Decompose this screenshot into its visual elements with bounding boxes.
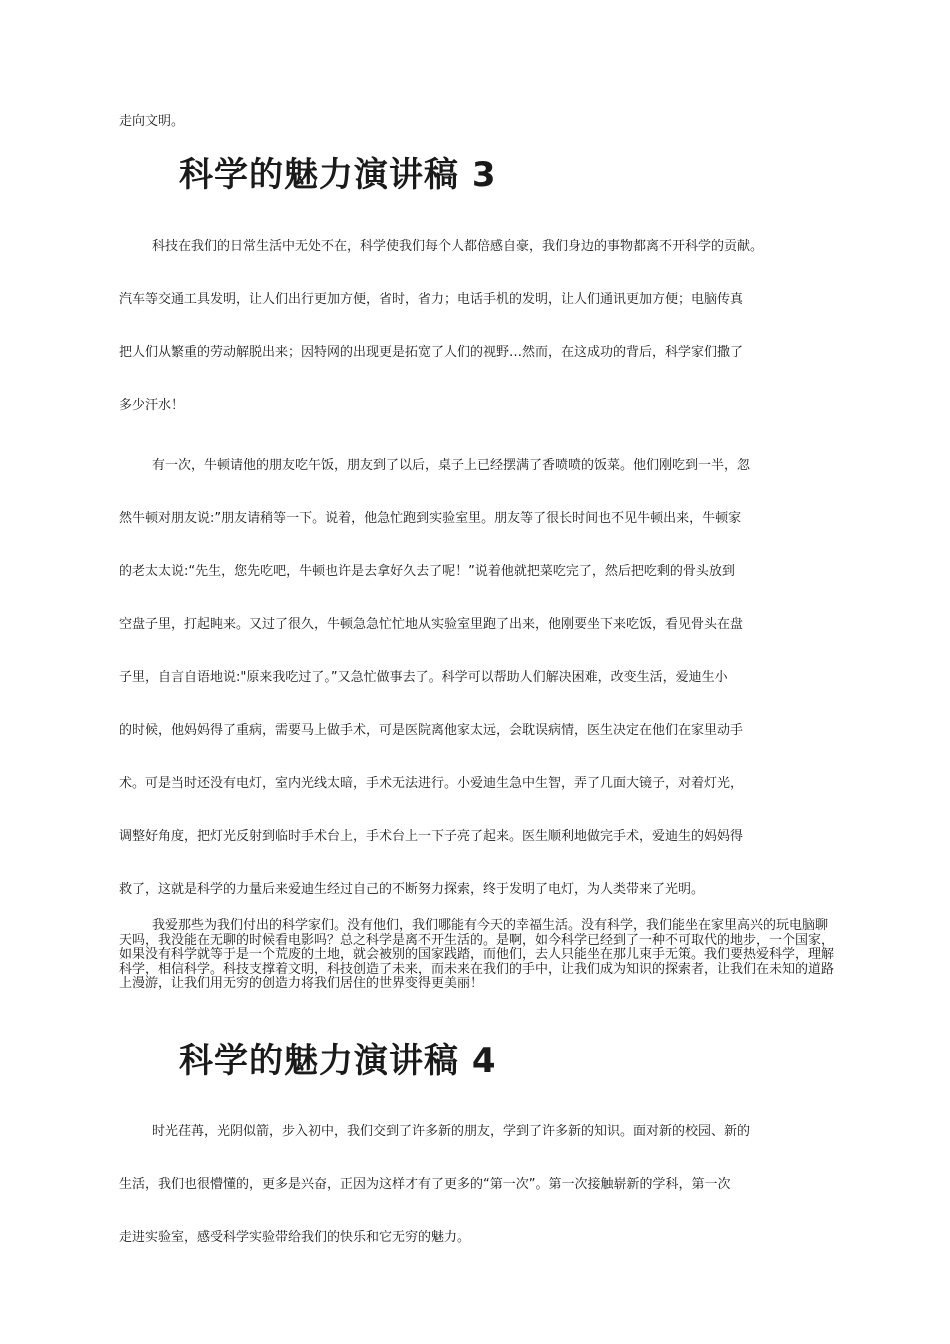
- paragraph-line: 救了，这就是科学的力量后来爱迪生经过自己的不断努力探索，终于发明了电灯，为人类带来了光明。: [119, 882, 705, 897]
- paragraph-line: 把人们从繁重的劳动解脱出来；因特网的出现更是拓宽了人们的视野…然而，在这成功的背后，科学家们撒了: [119, 345, 744, 360]
- paragraph-line: 多少汗水！: [119, 398, 185, 413]
- paragraph-line: 子里，自言自语地说:"原来我吃过了。”又急忙做事去了。科学可以帮助人们解决困难，改变生活，爱迪生小: [119, 670, 728, 685]
- paragraph-line: 科技在我们的日常生活中无处不在，科学使我们每个人都倍感自豪，我们身边的事物都离不开科学的贡献。: [152, 239, 764, 254]
- paragraph-line: 有一次，牛顿请他的朋友吃午饭，朋友到了以后，桌子上已经摆满了香喷喷的饭菜。他们刚吃到一半，忽: [152, 458, 751, 473]
- paragraph-line: 然牛顿对朋友说:”朋友请稍等一下。说着，他急忙跑到实验室里。朋友等了很长时间也不见牛顿出来，牛顿家: [119, 511, 742, 526]
- paragraph-line: 走进实验室，感受科学实验带给我们的快乐和它无穷的魅力。: [119, 1230, 471, 1245]
- text-line: 走向文明。: [119, 114, 185, 129]
- paragraph-line: 的老太太说:“先生，您先吃吧，牛顿也许是去拿好久去了呢！”说着他就把菜吃完了，然后把吃剩的骨头放到: [119, 564, 735, 579]
- paragraph-line: 时光荏苒，光阴似箭，步入初中，我们交到了许多新的朋友，学到了许多新的知识。面对新的校园、新的: [152, 1124, 751, 1139]
- paragraph-line: 的时候，他妈妈得了重病，需要马上做手术，可是医院离他家太远，会耽误病情，医生决定在他们在家里动手: [119, 723, 744, 738]
- paragraph-line: 生活，我们也很懵懂的，更多是兴奋，正因为这样才有了更多的“第一次”。第一次接触崭新的学科，第一次: [119, 1177, 731, 1192]
- section-heading-3: 科学的魅力演讲稿 3: [179, 155, 497, 195]
- paragraph-line: 调整好角度，把灯光反射到临时手术台上，手术台上一下子亮了起来。医生顺利地做完手术，爱迪生的妈妈得: [119, 829, 744, 844]
- paragraph-line: 空盘子里，打起盹来。又过了很久，牛顿急急忙忙地从实验室里跑了出来，他刚要坐下来吃饭，看见骨头在盘: [119, 617, 744, 632]
- section-heading-4: 科学的魅力演讲稿 4: [179, 1041, 497, 1081]
- paragraph-block: 我爱那些为我们付出的科学家们。没有他们，我们哪能有今天的幸福生活。没有科学，我们能坐在家里高兴的玩电脑聊天吗，我没能在无聊的时候看电影吗？总之科学是离不开生活的。是啊，如今科学已经到了一种不可取代的地步，一个国家，如果没有科学就等于是一个荒废的土地，就会被别的国家践踏，而他们，去人只能坐在那儿束手无策。我们要热爱科学，理解科学，相信科学。科技支撑着文明，科技创造了未来，而未来在我们的手中，让我们成为知识的探索者，让我们在未知的道路上漫游，让我们用无穷的创造力将我们居住的世界变得更美丽！: [119, 918, 835, 992]
- paragraph-line: 术。可是当时还没有电灯，室内光线太暗，手术无法进行。小爱迪生急中生智，弄了几面大镜子，对着灯光，: [119, 776, 744, 791]
- paragraph-line: 汽车等交通工具发明，让人们出行更加方便，省时，省力；电话手机的发明，让人们通讯更加方便；电脑传真: [119, 292, 744, 307]
